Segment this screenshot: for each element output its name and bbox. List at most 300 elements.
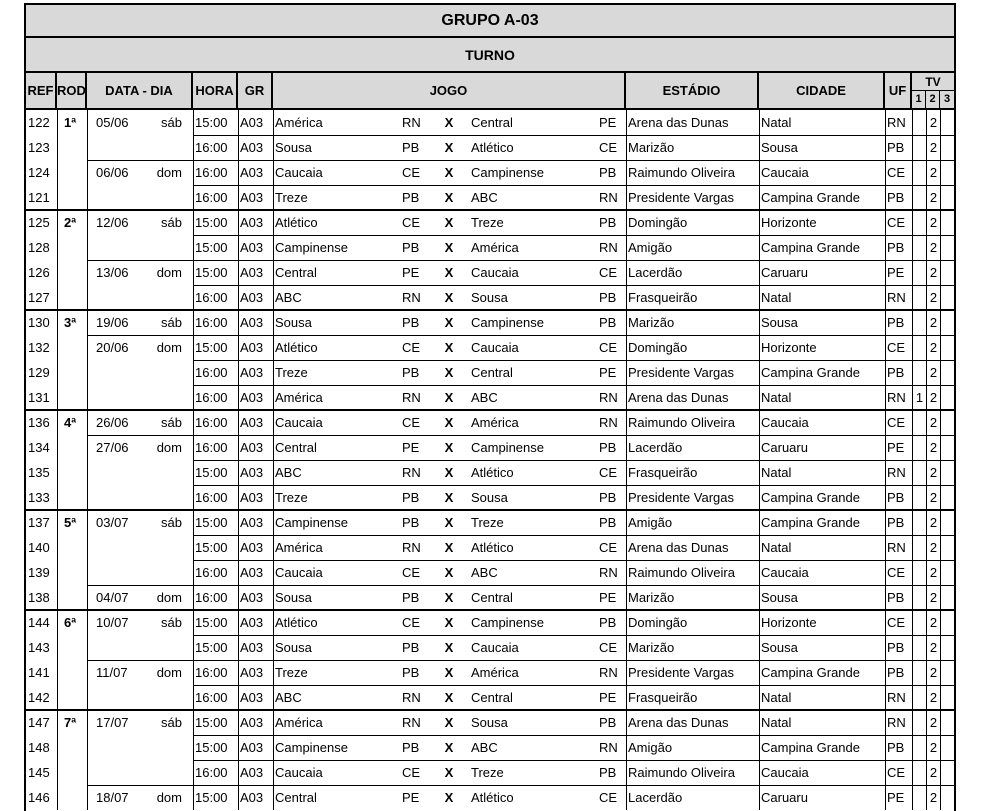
date-cell: 27/06: [96, 440, 129, 455]
tv3-cell: [941, 610, 954, 635]
city-cell: Natal: [761, 115, 792, 130]
home-team-cell: Central: [275, 265, 317, 280]
group-cell: A03: [240, 115, 264, 130]
home-uf-cell: PB: [402, 665, 420, 680]
weekday-cell: dom: [156, 165, 182, 180]
rod-cell: [64, 335, 86, 360]
uf-cell: PE: [887, 440, 905, 455]
uf-cell: RN: [887, 465, 906, 480]
city-cell: Caucaia: [761, 765, 809, 780]
ref-cell: 139: [28, 565, 50, 580]
weekday-cell: sáb: [161, 615, 182, 630]
away-team-cell: Sousa: [471, 490, 508, 505]
versus-mark: X: [444, 515, 454, 530]
time-cell: 16:00: [195, 765, 228, 780]
away-team-cell: Treze: [471, 765, 504, 780]
versus-mark: X: [444, 665, 454, 680]
tv3-cell: [941, 535, 954, 560]
city-cell: Caruaru: [761, 265, 808, 280]
weekday-cell: dom: [156, 665, 182, 680]
rod-cell: [64, 785, 86, 810]
tv3-cell: [941, 710, 954, 735]
stadium-cell: Amigão: [628, 740, 673, 755]
uf-cell: RN: [887, 290, 906, 305]
time-cell: 16:00: [195, 590, 228, 605]
uf-cell: CE: [887, 165, 906, 180]
tv2-cell: 2: [929, 490, 938, 505]
stadium-cell: Marizão: [628, 590, 675, 605]
time-cell: 15:00: [195, 215, 228, 230]
tv2-cell: 2: [929, 565, 938, 580]
date-cell: 13/06: [96, 265, 129, 280]
tv2-cell: 2: [929, 790, 938, 805]
away-team-cell: Caucaia: [471, 640, 519, 655]
rod-cell: [64, 485, 86, 510]
stadium-cell: Raimundo Oliveira: [628, 765, 735, 780]
away-team-cell: Central: [471, 590, 513, 605]
tv1-cell: [913, 635, 926, 660]
home-uf-cell: CE: [402, 765, 421, 780]
tv3-cell: [941, 210, 954, 235]
away-team-cell: ABC: [471, 390, 498, 405]
away-uf-cell: CE: [599, 140, 618, 155]
table-row: [26, 460, 954, 485]
weekday-cell: [142, 760, 182, 785]
stadium-cell: Marizão: [628, 315, 675, 330]
group-cell: A03: [240, 340, 264, 355]
tv3-cell: [941, 335, 954, 360]
versus-mark: X: [444, 340, 454, 355]
date-cell: [96, 685, 146, 710]
ref-cell: 124: [28, 165, 50, 180]
tv1-cell: [913, 285, 926, 310]
home-team-cell: Atlético: [275, 340, 318, 355]
versus-mark: X: [444, 490, 454, 505]
tv2-cell: 2: [929, 165, 938, 180]
city-cell: Natal: [761, 540, 792, 555]
table-row: [26, 760, 954, 785]
table-row: [26, 360, 954, 385]
table-row: [26, 635, 954, 660]
date-cell: [96, 185, 146, 210]
city-cell: Campina Grande: [761, 190, 860, 205]
time-cell: 16:00: [195, 490, 228, 505]
away-team-cell: Campinense: [471, 315, 544, 330]
time-cell: 15:00: [195, 740, 228, 755]
table-row: [26, 410, 954, 435]
city-cell: Natal: [761, 290, 792, 305]
time-cell: 15:00: [195, 265, 228, 280]
ref-cell: 136: [28, 415, 50, 430]
away-uf-cell: RN: [599, 415, 618, 430]
tv1-cell: [913, 735, 926, 760]
ref-cell: 145: [28, 765, 50, 780]
header-jogo: JOGO: [273, 73, 626, 108]
home-uf-cell: RN: [402, 690, 421, 705]
ref-cell: 134: [28, 440, 50, 455]
group-cell: A03: [240, 265, 264, 280]
home-uf-cell: PE: [402, 265, 420, 280]
uf-cell: PB: [887, 515, 905, 530]
weekday-cell: sáb: [161, 215, 182, 230]
tv1-cell: [913, 210, 926, 235]
group-cell: A03: [240, 790, 264, 805]
versus-mark: X: [444, 240, 454, 255]
away-uf-cell: PB: [599, 290, 617, 305]
city-cell: Caucaia: [761, 165, 809, 180]
tv1-cell: [913, 135, 926, 160]
group-cell: A03: [240, 140, 264, 155]
home-team-cell: Sousa: [275, 640, 312, 655]
weekday-cell: [142, 385, 182, 410]
stadium-cell: Domingão: [628, 340, 688, 355]
header-tv3: 3: [943, 93, 951, 105]
away-team-cell: Atlético: [471, 790, 514, 805]
stadium-cell: Lacerdão: [628, 440, 683, 455]
group-cell: A03: [240, 615, 264, 630]
away-uf-cell: PB: [599, 765, 617, 780]
table-row: [26, 260, 954, 285]
versus-mark: X: [444, 265, 454, 280]
tv3-cell: [941, 260, 954, 285]
stadium-cell: Presidente Vargas: [628, 665, 734, 680]
uf-cell: RN: [887, 540, 906, 555]
tv3-cell: [941, 360, 954, 385]
table-row: [26, 235, 954, 260]
group-cell: A03: [240, 715, 264, 730]
group-cell: A03: [240, 765, 264, 780]
away-uf-cell: CE: [599, 540, 618, 555]
away-uf-cell: CE: [599, 340, 618, 355]
group-cell: A03: [240, 515, 264, 530]
versus-mark: X: [444, 765, 454, 780]
uf-cell: PB: [887, 640, 905, 655]
away-team-cell: Atlético: [471, 140, 514, 155]
time-cell: 15:00: [195, 465, 228, 480]
versus-mark: X: [444, 715, 454, 730]
rod-cell: [64, 285, 86, 310]
tv3-cell: [941, 635, 954, 660]
table-row: [26, 385, 954, 410]
tv3-cell: [941, 560, 954, 585]
tv1-cell: [913, 460, 926, 485]
city-cell: Campina Grande: [761, 515, 860, 530]
weekday-cell: [142, 485, 182, 510]
home-team-cell: Caucaia: [275, 765, 323, 780]
date-cell: [96, 560, 146, 585]
tv2-cell: 2: [929, 540, 938, 555]
versus-mark: X: [444, 465, 454, 480]
weekday-cell: [142, 635, 182, 660]
rod-cell: 6ª: [64, 615, 77, 630]
turn-subtitle: TURNO: [26, 38, 954, 73]
home-team-cell: América: [275, 715, 323, 730]
versus-mark: X: [444, 615, 454, 630]
date-cell: [96, 460, 146, 485]
city-cell: Natal: [761, 690, 792, 705]
table-row: [26, 435, 954, 460]
tv2-cell: 2: [929, 640, 938, 655]
home-team-cell: Atlético: [275, 215, 318, 230]
tv3-cell: [941, 585, 954, 610]
weekday-cell: sáb: [161, 515, 182, 530]
time-cell: 16:00: [195, 315, 228, 330]
ref-cell: 146: [28, 790, 50, 805]
tv2-cell: 2: [929, 440, 938, 455]
tv3-cell: [941, 385, 954, 410]
home-uf-cell: PB: [402, 240, 420, 255]
table-row: [26, 710, 954, 735]
versus-mark: X: [444, 290, 454, 305]
rod-cell: [64, 685, 86, 710]
home-team-cell: Sousa: [275, 315, 312, 330]
home-uf-cell: PE: [402, 440, 420, 455]
away-team-cell: Caucaia: [471, 265, 519, 280]
rod-cell: 2ª: [64, 215, 77, 230]
rod-cell: [64, 435, 86, 460]
uf-cell: CE: [887, 765, 906, 780]
home-team-cell: Treze: [275, 190, 308, 205]
date-cell: [96, 535, 146, 560]
group-cell: A03: [240, 240, 264, 255]
rod-cell: [64, 560, 86, 585]
tv1-cell: [913, 235, 926, 260]
rod-cell: 4ª: [64, 415, 77, 430]
tv1-cell: [913, 260, 926, 285]
time-cell: 15:00: [195, 615, 228, 630]
tv2-cell: 2: [929, 715, 938, 730]
header-data-dia: DATA - DIA: [87, 73, 193, 108]
tv2-cell: 2: [929, 390, 938, 405]
ref-cell: 123: [28, 140, 50, 155]
away-uf-cell: RN: [599, 665, 618, 680]
weekday-cell: [142, 285, 182, 310]
tv3-cell: [941, 685, 954, 710]
uf-cell: PB: [887, 190, 905, 205]
time-cell: 15:00: [195, 640, 228, 655]
away-team-cell: Campinense: [471, 615, 544, 630]
home-team-cell: Caucaia: [275, 415, 323, 430]
stadium-cell: Amigão: [628, 240, 673, 255]
home-team-cell: Atlético: [275, 615, 318, 630]
uf-cell: CE: [887, 615, 906, 630]
date-cell: [96, 635, 146, 660]
versus-mark: X: [444, 140, 454, 155]
away-uf-cell: RN: [599, 740, 618, 755]
tv2-cell: 2: [929, 365, 938, 380]
tv1-cell: [913, 610, 926, 635]
tv2-cell: 2: [929, 415, 938, 430]
home-uf-cell: CE: [402, 615, 421, 630]
table-row: [26, 785, 954, 810]
away-uf-cell: RN: [599, 565, 618, 580]
weekday-cell: [142, 360, 182, 385]
group-cell: A03: [240, 740, 264, 755]
tv2-cell: 2: [929, 140, 938, 155]
schedule-sheet: [24, 3, 956, 811]
home-team-cell: Caucaia: [275, 565, 323, 580]
versus-mark: X: [444, 690, 454, 705]
versus-mark: X: [444, 415, 454, 430]
date-cell: 05/06: [96, 115, 129, 130]
rod-cell: [64, 260, 86, 285]
group-cell: A03: [240, 465, 264, 480]
city-cell: Campina Grande: [761, 365, 860, 380]
table-row: [26, 660, 954, 685]
date-cell: [96, 735, 146, 760]
away-team-cell: Atlético: [471, 465, 514, 480]
rod-cell: [64, 660, 86, 685]
header-cidade: CIDADE: [759, 73, 885, 108]
header-uf: UF: [885, 73, 912, 108]
time-cell: 16:00: [195, 165, 228, 180]
home-uf-cell: CE: [402, 215, 421, 230]
table-row: [26, 510, 954, 535]
weekday-cell: sáb: [161, 715, 182, 730]
uf-cell: RN: [887, 115, 906, 130]
stadium-cell: Frasqueirão: [628, 690, 698, 705]
home-uf-cell: RN: [402, 290, 421, 305]
tv2-cell: 2: [929, 615, 938, 630]
city-cell: Sousa: [761, 640, 798, 655]
tv3-cell: [941, 310, 954, 335]
table-row: [26, 685, 954, 710]
date-cell: 19/06: [96, 315, 129, 330]
home-team-cell: ABC: [275, 465, 302, 480]
weekday-cell: [142, 535, 182, 560]
header-tv: TV: [912, 73, 954, 91]
stadium-cell: Lacerdão: [628, 790, 683, 805]
weekday-cell: dom: [156, 265, 182, 280]
ref-cell: 138: [28, 590, 50, 605]
versus-mark: X: [444, 365, 454, 380]
date-cell: 11/07: [96, 665, 128, 680]
tv1-cell: [913, 535, 926, 560]
header-tv2: 2: [926, 91, 940, 108]
home-uf-cell: RN: [402, 540, 421, 555]
tv1-cell: [913, 410, 926, 435]
city-cell: Caruaru: [761, 790, 808, 805]
ref-cell: 129: [28, 365, 50, 380]
weekday-cell: [142, 135, 182, 160]
tv3-cell: [941, 510, 954, 535]
ref-cell: 126: [28, 265, 50, 280]
away-team-cell: Caucaia: [471, 340, 519, 355]
tv3-cell: [941, 110, 954, 135]
stadium-cell: Arena das Dunas: [628, 715, 729, 730]
ref-cell: 128: [28, 240, 50, 255]
time-cell: 15:00: [195, 240, 228, 255]
home-team-cell: Treze: [275, 665, 308, 680]
tv2-cell: 2: [929, 465, 938, 480]
away-team-cell: América: [471, 665, 519, 680]
versus-mark: X: [444, 190, 454, 205]
away-uf-cell: PE: [599, 690, 617, 705]
weekday-cell: sáb: [161, 115, 182, 130]
table-row: [26, 735, 954, 760]
versus-mark: X: [444, 740, 454, 755]
tv2-cell: 2: [929, 515, 938, 530]
away-uf-cell: PB: [599, 715, 617, 730]
away-team-cell: América: [471, 415, 519, 430]
time-cell: 16:00: [195, 190, 228, 205]
group-cell: A03: [240, 565, 264, 580]
ref-cell: 125: [28, 215, 50, 230]
stadium-cell: Marizão: [628, 140, 675, 155]
uf-cell: CE: [887, 415, 906, 430]
city-cell: Caucaia: [761, 565, 809, 580]
tv1-cell: [913, 685, 926, 710]
away-team-cell: Sousa: [471, 290, 508, 305]
uf-cell: CE: [887, 565, 906, 580]
city-cell: Campina Grande: [761, 665, 860, 680]
tv1-cell: [913, 560, 926, 585]
weekday-cell: [142, 735, 182, 760]
away-uf-cell: PB: [599, 215, 617, 230]
home-team-cell: Caucaia: [275, 165, 323, 180]
away-uf-cell: RN: [599, 190, 618, 205]
time-cell: 15:00: [195, 115, 228, 130]
uf-cell: PB: [887, 240, 905, 255]
city-cell: Caucaia: [761, 415, 809, 430]
tv2-cell: 2: [929, 590, 938, 605]
tv1-cell: [913, 585, 926, 610]
home-uf-cell: PB: [402, 740, 420, 755]
home-uf-cell: PB: [402, 315, 420, 330]
tv1-cell: [913, 710, 926, 735]
away-team-cell: Atlético: [471, 540, 514, 555]
away-team-cell: ABC: [471, 740, 498, 755]
ref-cell: 142: [28, 690, 50, 705]
tv2-cell: 2: [929, 240, 938, 255]
uf-cell: PE: [887, 790, 905, 805]
header-estadio: ESTÁDIO: [626, 73, 759, 108]
uf-cell: CE: [887, 215, 906, 230]
versus-mark: X: [444, 390, 454, 405]
home-team-cell: ABC: [275, 290, 302, 305]
group-cell: A03: [240, 290, 264, 305]
date-cell: [96, 235, 146, 260]
stadium-cell: Raimundo Oliveira: [628, 165, 735, 180]
tv2-cell: 2: [929, 740, 938, 755]
home-uf-cell: CE: [402, 165, 421, 180]
rod-cell: [64, 760, 86, 785]
uf-cell: PB: [887, 665, 905, 680]
stadium-cell: Raimundo Oliveira: [628, 565, 735, 580]
home-uf-cell: PB: [402, 365, 420, 380]
city-cell: Sousa: [761, 590, 798, 605]
rod-cell: [64, 635, 86, 660]
rod-cell: [64, 735, 86, 760]
city-cell: Sousa: [761, 315, 798, 330]
away-uf-cell: CE: [599, 465, 618, 480]
away-team-cell: Sousa: [471, 715, 508, 730]
city-cell: Natal: [761, 465, 792, 480]
table-row: [26, 185, 954, 210]
tv3-cell: [941, 785, 954, 810]
header-hora: HORA: [193, 73, 238, 108]
away-uf-cell: PB: [599, 515, 617, 530]
group-cell: A03: [240, 315, 264, 330]
group-cell: A03: [240, 165, 264, 180]
time-cell: 16:00: [195, 415, 228, 430]
city-cell: Sousa: [761, 140, 798, 155]
city-cell: Natal: [761, 715, 792, 730]
city-cell: Campina Grande: [761, 490, 860, 505]
ref-cell: 130: [28, 315, 50, 330]
home-uf-cell: PB: [402, 640, 420, 655]
date-cell: 06/06: [96, 165, 129, 180]
